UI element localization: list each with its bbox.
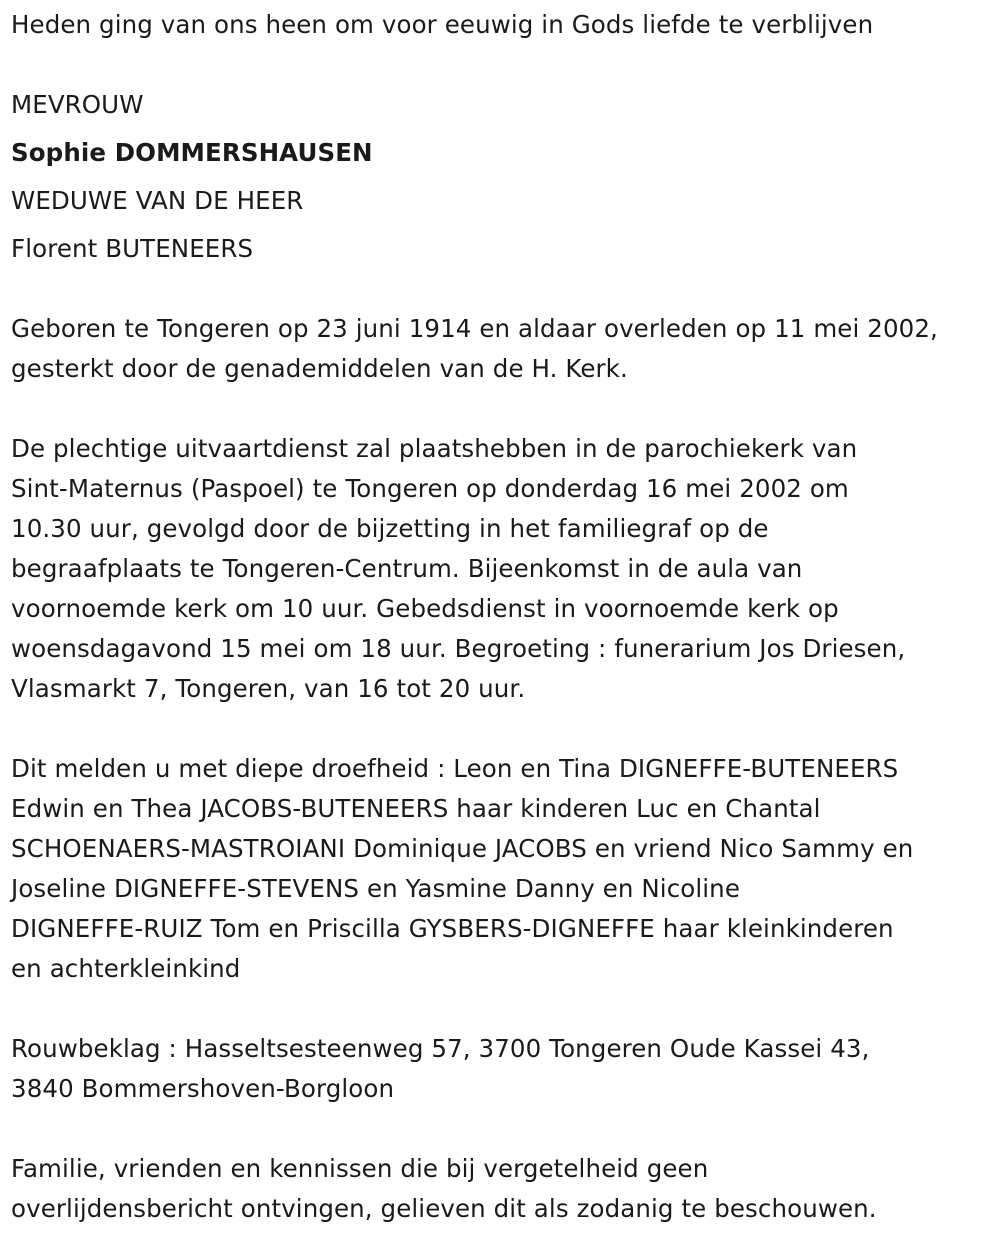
- paragraph-line: en achterkleinkind: [11, 954, 241, 983]
- intro-text: Heden ging van ons heen om voor eeuwig in Gods liefde te verblijven: [11, 10, 874, 39]
- paragraph-line: Familie, vrienden en kennissen die bij vergetelheid geen: [11, 1154, 709, 1183]
- paragraph-line: Rouwbeklag : Hasseltsesteenweg 57, 3700 Tongeren Oude Kassei 43,: [11, 1034, 870, 1063]
- paragraph-line: overlijdensbericht ontvingen, gelieven dit als zodanig te beschouwen.: [11, 1194, 877, 1223]
- service-paragraph: [11, 429, 996, 709]
- spacer: [11, 389, 996, 429]
- spacer: [11, 709, 996, 749]
- birth-death-paragraph: [11, 309, 996, 389]
- spacer: [11, 1109, 996, 1149]
- paragraph-line: Vlasmarkt 7, Tongeren, van 16 tot 20 uur.: [11, 674, 526, 703]
- spacer: [11, 45, 996, 85]
- paragraph-line: SCHOENAERS-MASTROIANI Dominique JACOBS en vriend Nico Sammy en: [11, 834, 914, 863]
- family-paragraph: [11, 749, 996, 989]
- paragraph-line: DIGNEFFE-RUIZ Tom en Priscilla GYSBERS-DIGNEFFE haar kleinkinderen: [11, 914, 894, 943]
- paragraph-line: Sint-Maternus (Paspoel) te Tongeren op donderdag 16 mei 2002 om: [11, 474, 849, 503]
- paragraph-line: 3840 Bommershoven-Borgloon: [11, 1074, 395, 1103]
- condolences-paragraph: [11, 1029, 996, 1109]
- paragraph-line: Joseline DIGNEFFE-STEVENS en Yasmine Danny en Nicoline: [11, 874, 740, 903]
- widow-line: WEDUWE VAN DE HEER: [11, 186, 304, 215]
- paragraph-line: woensdagavond 15 mei om 18 uur. Begroeting : funerarium Jos Driesen,: [11, 634, 906, 663]
- paragraph-line: Geboren te Tongeren op 23 juni 1914 en aldaar overleden op 11 mei 2002,: [11, 314, 938, 343]
- paragraph-line: 10.30 uur, gevolgd door de bijzetting in het familiegraf op de: [11, 514, 769, 543]
- title-line: MEVROUW: [11, 90, 144, 119]
- spouse-name: Florent BUTENEERS: [11, 234, 254, 263]
- obituary-document: [11, 0, 996, 1229]
- paragraph-line: Dit melden u met diepe droefheid : Leon en Tina DIGNEFFE-BUTENEERS: [11, 754, 899, 783]
- paragraph-line: gesterkt door de genademiddelen van de H. Kerk.: [11, 354, 628, 383]
- closing-paragraph: [11, 1149, 996, 1229]
- paragraph-line: Edwin en Thea JACOBS-BUTENEERS haar kinderen Luc en Chantal: [11, 794, 821, 823]
- deceased-name: Sophie DOMMERSHAUSEN: [11, 138, 373, 167]
- paragraph-line: begraafplaats te Tongeren-Centrum. Bijeenkomst in de aula van: [11, 554, 803, 583]
- paragraph-line: De plechtige uitvaartdienst zal plaatshebben in de parochiekerk van: [11, 434, 858, 463]
- spacer: [11, 989, 996, 1029]
- spacer: [11, 269, 996, 309]
- paragraph-line: voornoemde kerk om 10 uur. Gebedsdienst in voornoemde kerk op: [11, 594, 839, 623]
